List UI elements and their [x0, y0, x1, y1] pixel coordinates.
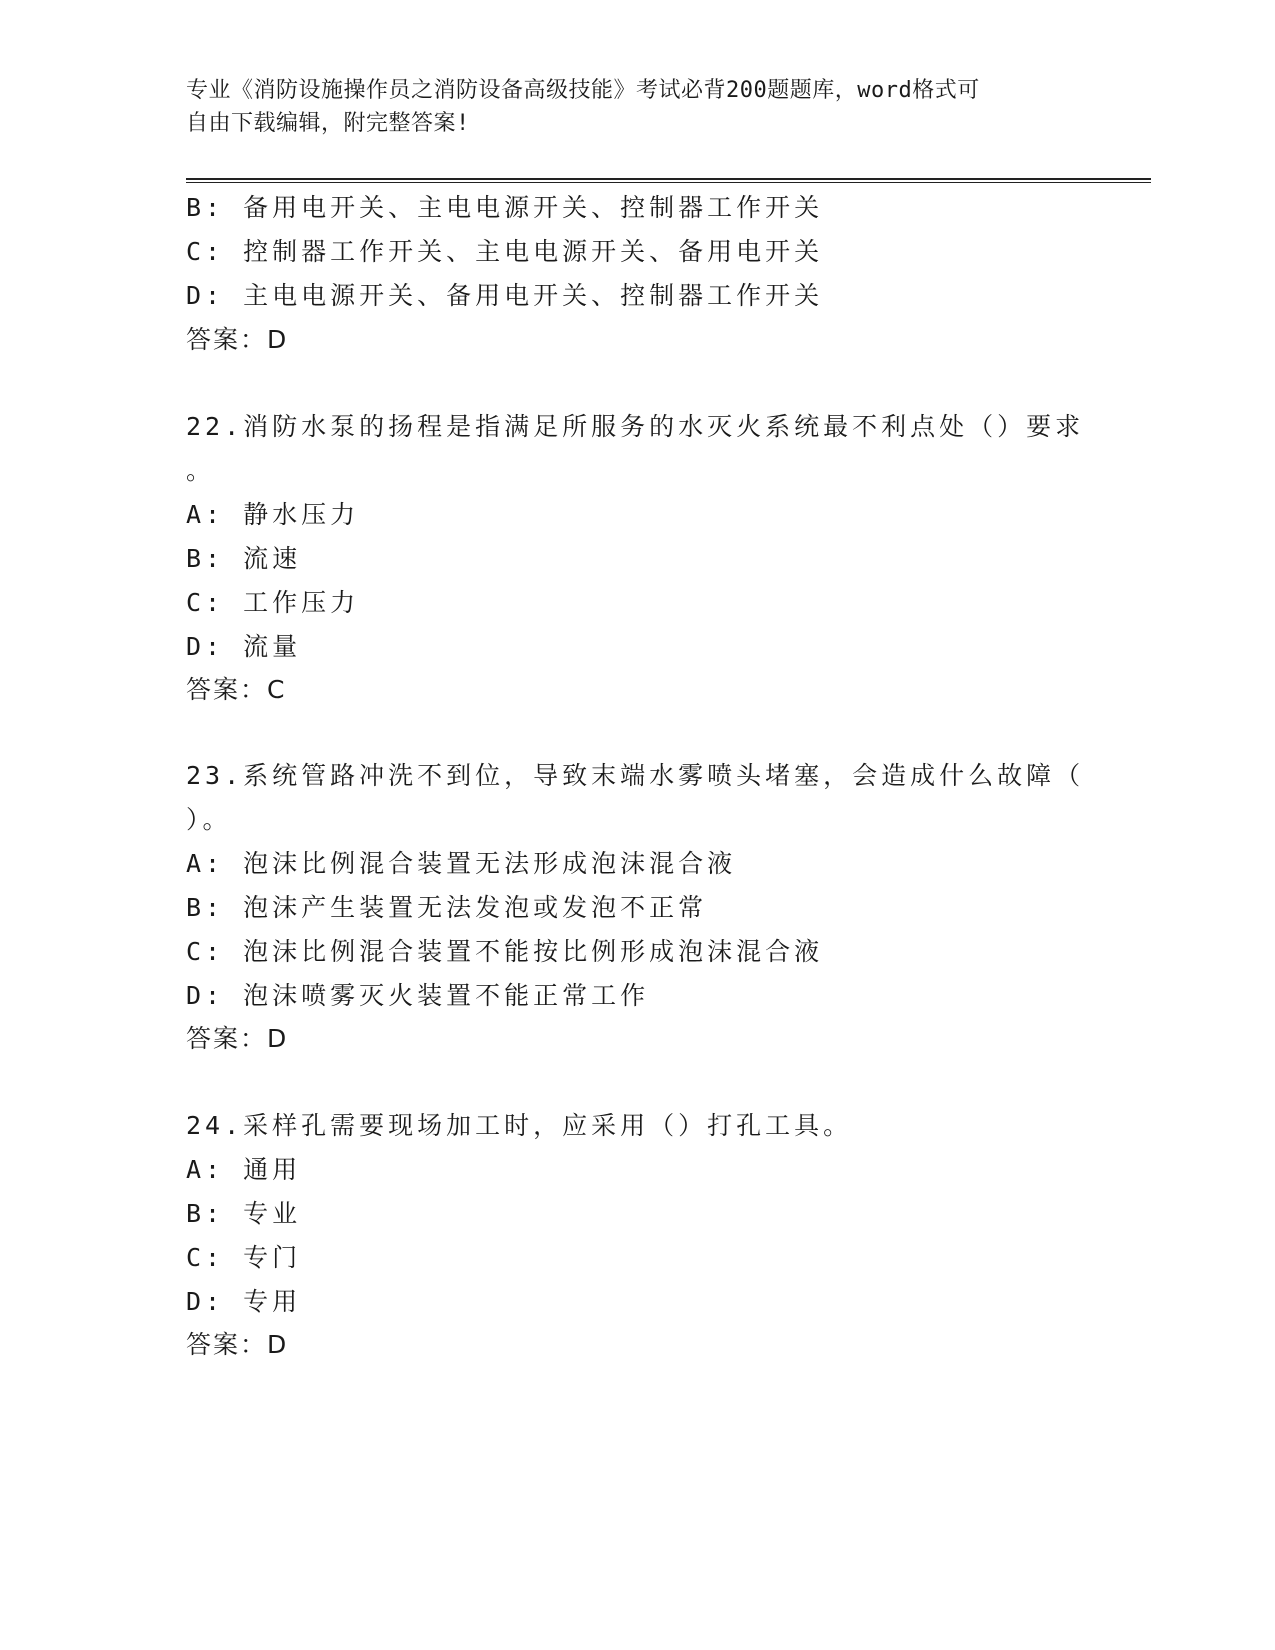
- q22-stem-line-2: 。: [186, 456, 216, 485]
- q23-option-c: C: 泡沫比例混合装置不能按比例形成泡沫混合液: [186, 937, 824, 966]
- q24-option-c: C: 专门: [186, 1243, 302, 1272]
- header-divider-thin: [186, 182, 1151, 183]
- header-line-1: 专业《消防设施操作员之消防设备高级技能》考试必背200题题库，word格式可: [186, 78, 980, 103]
- q22-option-d: D: 流量: [186, 632, 302, 661]
- q24-answer: 答案：D: [186, 1330, 289, 1359]
- q23-option-b: B: 泡沫产生装置无法发泡或发泡不正常: [186, 893, 708, 922]
- q21-option-d: D: 主电电源开关、备用电开关、控制器工作开关: [186, 281, 824, 310]
- q21-option-c: C: 控制器工作开关、主电电源开关、备用电开关: [186, 237, 824, 266]
- q21-option-b: B: 备用电开关、主电电源开关、控制器工作开关: [186, 193, 824, 222]
- q22-stem-line-1: 22.消防水泵的扬程是指满足所服务的水灭火系统最不利点处（）要求: [186, 412, 1085, 441]
- q22-option-c: C: 工作压力: [186, 588, 360, 617]
- q24-stem-line-1: 24.采样孔需要现场加工时，应采用（）打孔工具。: [186, 1111, 853, 1140]
- q22-answer: 答案：C: [186, 675, 287, 704]
- q24-option-d: D: 专用: [186, 1287, 302, 1316]
- q23-stem-line-1: 23.系统管路冲洗不到位，导致末端水雾喷头堵塞，会造成什么故障（: [186, 761, 1085, 790]
- q23-answer: 答案：D: [186, 1024, 289, 1053]
- header-divider-thick: [186, 178, 1151, 180]
- q22-option-a: A: 静水压力: [186, 500, 360, 529]
- document-header: [186, 74, 1086, 140]
- q21-answer: 答案：D: [186, 325, 289, 354]
- header-line-2: 自由下载编辑，附完整答案!: [186, 111, 470, 136]
- q23-option-d: D: 泡沫喷雾灭火装置不能正常工作: [186, 981, 650, 1010]
- q24-option-a: A: 通用: [186, 1155, 302, 1184]
- q22-option-b: B: 流速: [186, 544, 302, 573]
- q24-option-b: B: 专业: [186, 1199, 302, 1228]
- q23-option-a: A: 泡沫比例混合装置无法形成泡沫混合液: [186, 849, 737, 878]
- q23-stem-line-2: ）。: [186, 805, 232, 834]
